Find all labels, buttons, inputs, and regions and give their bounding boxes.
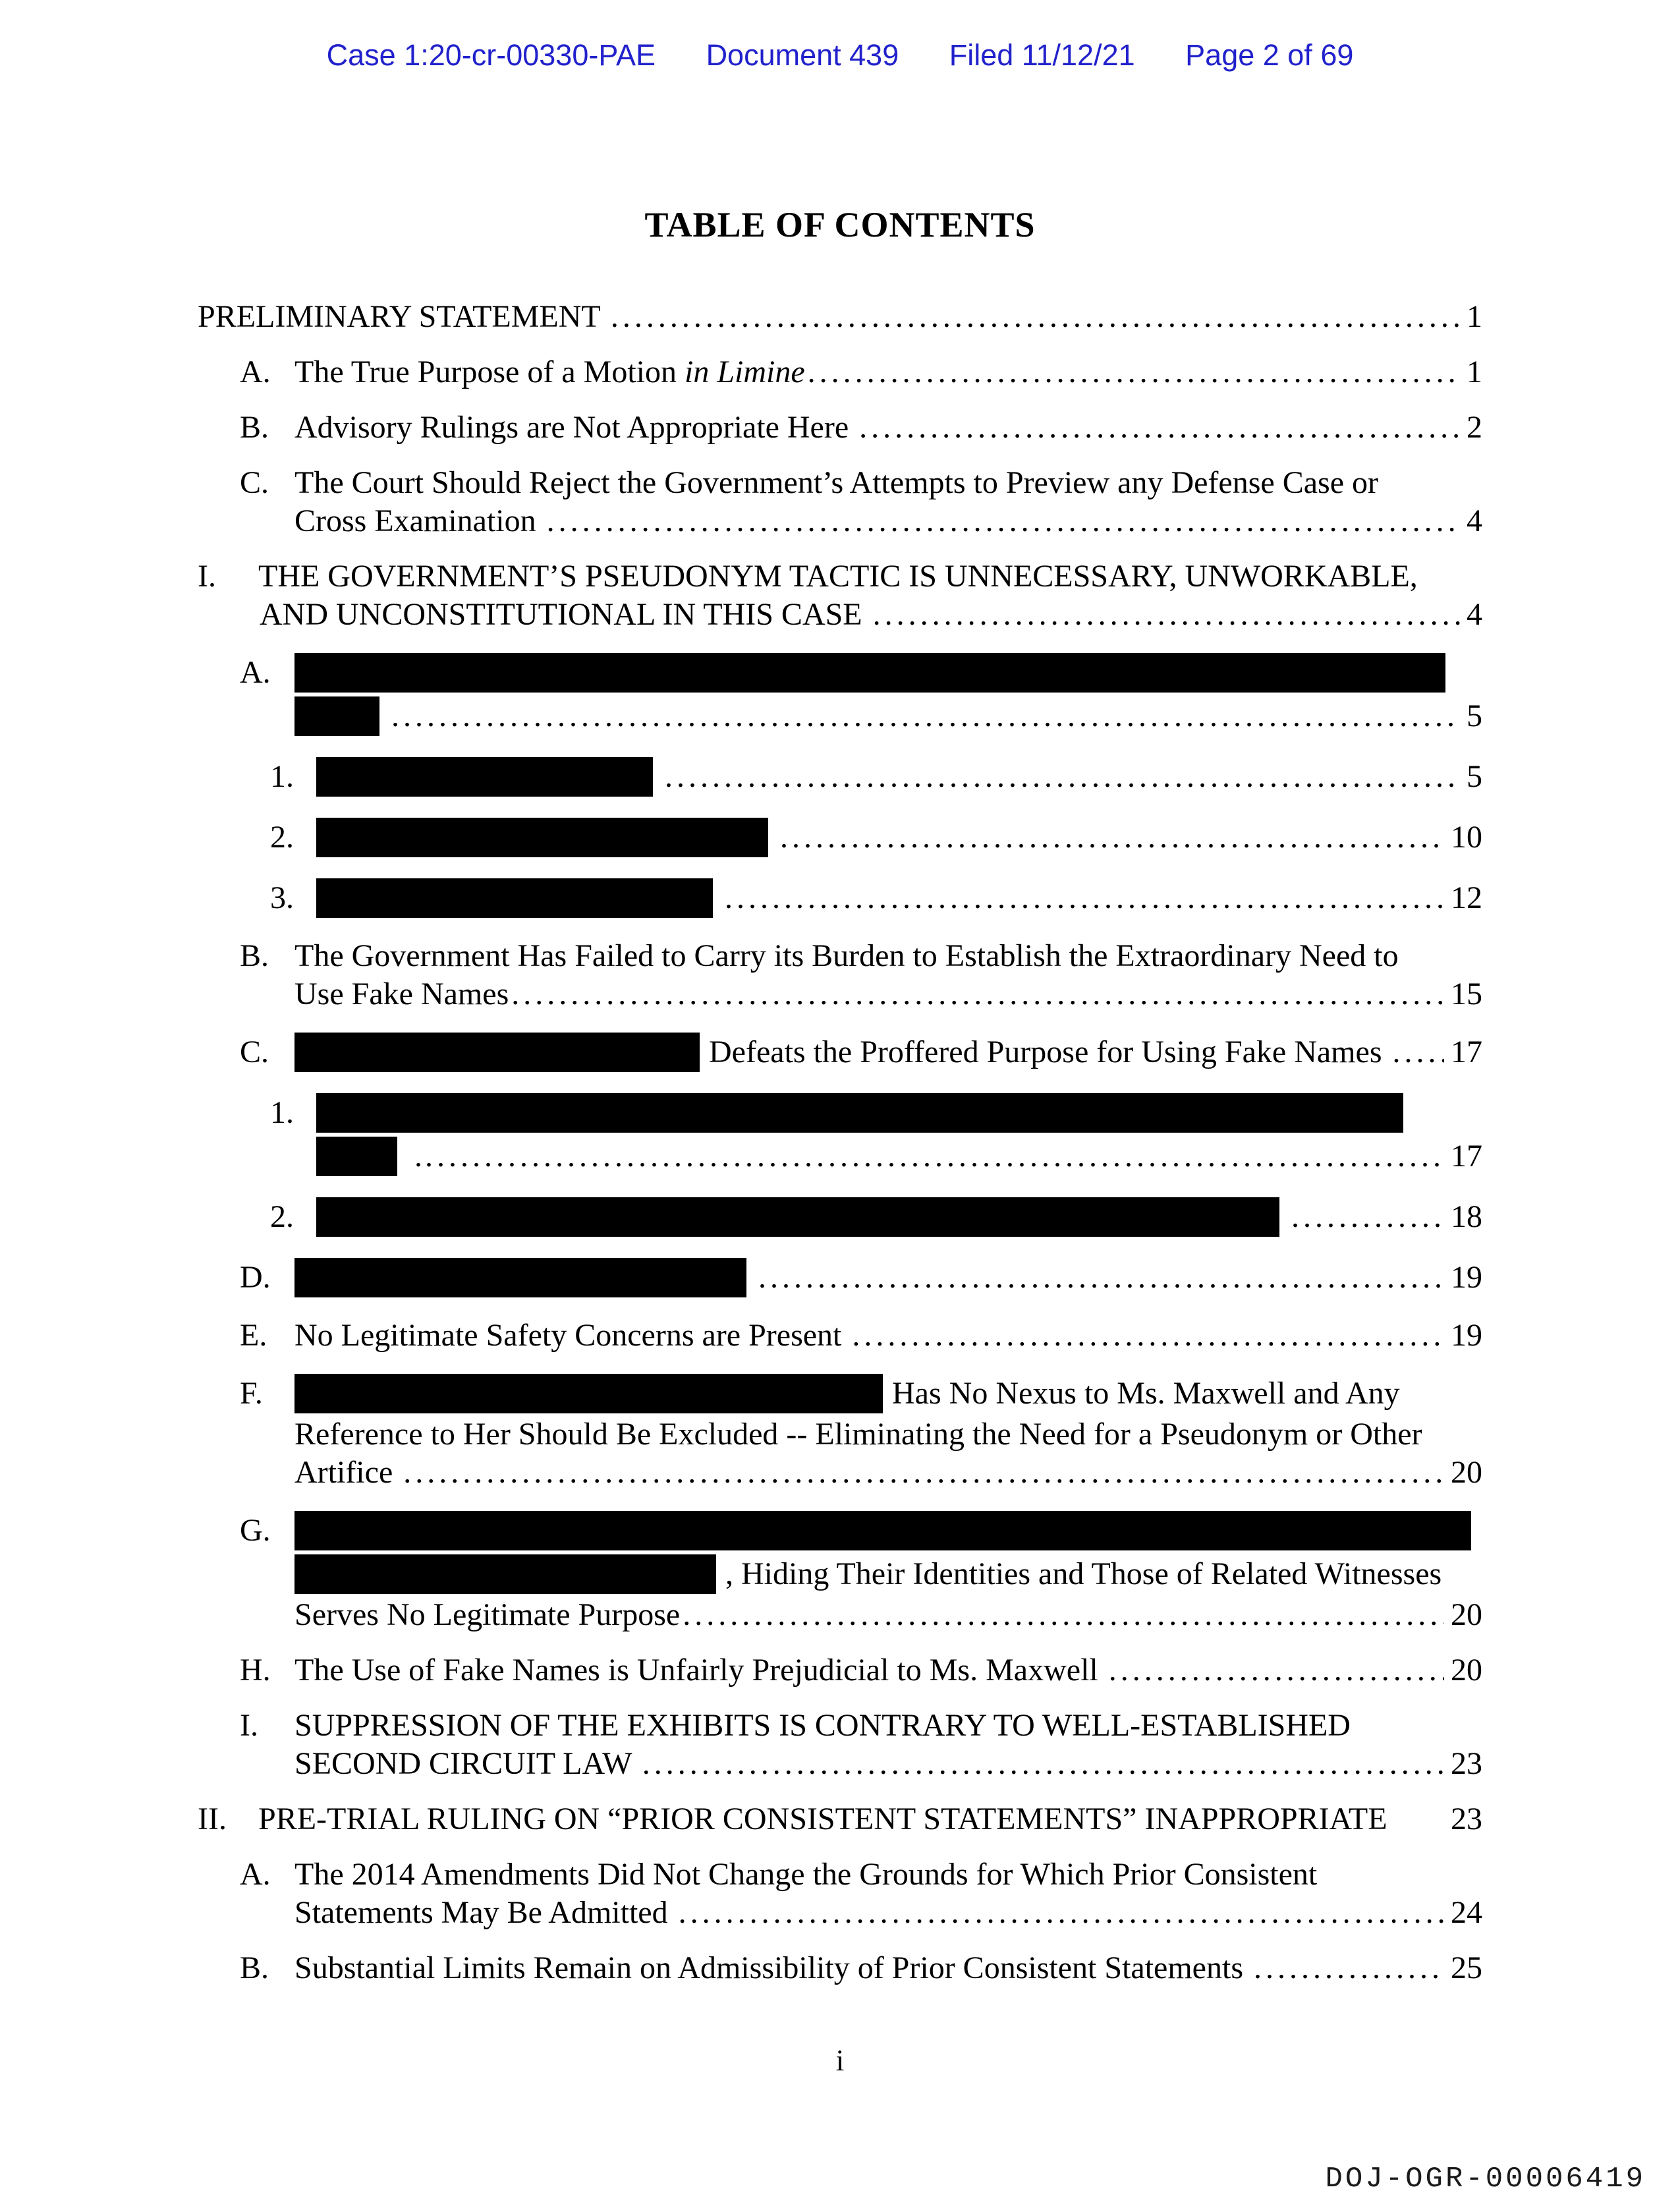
redaction-bar bbox=[294, 1554, 716, 1594]
toc-text: The Court Should Reject the Government’s Attempts to Preview any Defense Case or bbox=[294, 465, 1378, 500]
dot-leader bbox=[1254, 1949, 1444, 1987]
toc-entry bbox=[198, 1031, 1482, 1074]
toc-label: II. bbox=[198, 1801, 227, 1836]
page-ref: 2 bbox=[1467, 410, 1482, 445]
toc-line bbox=[198, 816, 1482, 859]
redaction-bar bbox=[294, 1033, 700, 1072]
page-ref: 20 bbox=[1451, 1597, 1482, 1632]
toc-entry bbox=[198, 755, 1482, 799]
page-ref: 15 bbox=[1451, 977, 1482, 1011]
toc-label: I. bbox=[240, 1708, 258, 1743]
toc-entry bbox=[198, 1949, 1482, 1987]
toc-entry bbox=[198, 464, 1482, 540]
toc-text: Substantial Limits Remain on Admissibility of Prior Consistent Statements bbox=[294, 1950, 1251, 1985]
toc-text: Defeats the Proffered Purpose for Using Fake Names bbox=[709, 1035, 1390, 1069]
redaction-bar bbox=[316, 818, 768, 857]
toc-line bbox=[198, 1317, 1482, 1355]
toc-line bbox=[198, 1894, 1482, 1932]
toc-line bbox=[198, 876, 1482, 920]
toc-line bbox=[198, 975, 1482, 1013]
page-ref: 17 bbox=[1451, 1139, 1482, 1174]
toc-line bbox=[198, 651, 1482, 695]
toc-text: The True Purpose of a Motion bbox=[294, 354, 685, 389]
toc-entry bbox=[198, 1091, 1482, 1178]
page-ref: 19 bbox=[1451, 1260, 1482, 1295]
redaction-bar bbox=[316, 1137, 397, 1176]
toc-label: F. bbox=[240, 1376, 263, 1411]
toc-entry bbox=[198, 1317, 1482, 1355]
toc-text: PRELIMINARY STATEMENT bbox=[198, 299, 608, 334]
toc-line bbox=[198, 1195, 1482, 1239]
toc-text: . bbox=[406, 1139, 422, 1174]
redaction-bar bbox=[316, 1197, 1279, 1237]
toc-entry bbox=[198, 1195, 1482, 1239]
toc-line bbox=[198, 1091, 1482, 1135]
page-ref: 5 bbox=[1467, 759, 1482, 794]
redaction-bar bbox=[294, 1511, 1471, 1550]
page-ref: 4 bbox=[1467, 597, 1482, 632]
toc-label: 2. bbox=[270, 1199, 294, 1234]
dot-leader bbox=[852, 1317, 1444, 1355]
toc-text: The Use of Fake Names is Unfairly Prejudicial to Ms. Maxwell bbox=[294, 1653, 1106, 1687]
toc-line bbox=[198, 298, 1482, 336]
toc-label: A. bbox=[240, 354, 271, 389]
toc-line bbox=[198, 695, 1482, 738]
toc-entry bbox=[198, 1856, 1482, 1932]
toc-label: 2. bbox=[270, 820, 294, 855]
toc-text: Serves No Legitimate Purpose bbox=[294, 1597, 681, 1632]
folio-page-number: i bbox=[835, 2043, 845, 2077]
dot-leader bbox=[547, 502, 1460, 540]
toc-line bbox=[198, 1454, 1482, 1492]
toc-text: Statements May Be Admitted bbox=[294, 1895, 676, 1930]
toc-text: PRE-TRIAL RULING ON “PRIOR CONSISTENT STATEMENTS” INAPPROPRIATE bbox=[258, 1801, 1387, 1836]
toc-line bbox=[198, 502, 1482, 540]
toc-line bbox=[198, 557, 1482, 596]
toc-entry bbox=[198, 1800, 1482, 1838]
toc-label: D. bbox=[240, 1260, 271, 1295]
toc-text: SECOND CIRCUIT LAW bbox=[294, 1746, 640, 1781]
page-of-pages: Page 2 of 69 bbox=[1185, 38, 1354, 72]
toc-line bbox=[198, 1031, 1482, 1074]
dot-leader bbox=[1393, 1033, 1445, 1071]
toc-line bbox=[198, 1856, 1482, 1894]
toc-entry bbox=[198, 353, 1482, 391]
filed-date: Filed 11/12/21 bbox=[949, 38, 1135, 72]
toc-label: 3. bbox=[270, 880, 294, 915]
page-ref: 18 bbox=[1451, 1199, 1482, 1234]
toc-entry bbox=[198, 1509, 1482, 1634]
toc-line bbox=[198, 596, 1482, 634]
toc-label: I. bbox=[198, 559, 216, 594]
toc-line bbox=[198, 1949, 1482, 1987]
toc-entry bbox=[198, 298, 1482, 336]
toc-entry bbox=[198, 1651, 1482, 1689]
toc-line bbox=[198, 1509, 1482, 1552]
toc-text: Cross Examination bbox=[294, 503, 544, 538]
page-ref: 25 bbox=[1451, 1950, 1482, 1985]
redaction-bar bbox=[316, 1093, 1403, 1133]
redaction-bar bbox=[294, 653, 1445, 693]
dot-leader bbox=[1291, 1198, 1444, 1236]
toc-label: C. bbox=[240, 465, 269, 500]
toc-line bbox=[198, 755, 1482, 799]
bates-number: DOJ-OGR-00006419 bbox=[1325, 2163, 1646, 2196]
page-ref: 20 bbox=[1451, 1455, 1482, 1490]
page-title: TABLE OF CONTENTS bbox=[644, 205, 1036, 244]
toc-label: 1. bbox=[270, 759, 294, 794]
page-ref: 17 bbox=[1451, 1035, 1482, 1069]
case-header bbox=[0, 38, 1680, 72]
dot-leader bbox=[425, 1137, 1444, 1176]
toc-text: AND UNCONSTITUTIONAL IN THIS CASE bbox=[260, 597, 870, 632]
table-of-contents bbox=[198, 298, 1482, 2004]
page-ref: 4 bbox=[1467, 503, 1482, 538]
toc-text: Artifice bbox=[294, 1455, 401, 1490]
toc-entry bbox=[198, 1372, 1482, 1492]
toc-line bbox=[198, 409, 1482, 447]
toc-label: E. bbox=[240, 1318, 267, 1353]
toc-label: 1. bbox=[270, 1095, 294, 1130]
toc-entry bbox=[198, 1256, 1482, 1299]
toc-text: Advisory Rulings are Not Appropriate Here bbox=[294, 410, 857, 445]
toc-line bbox=[198, 1256, 1482, 1299]
dot-leader bbox=[780, 818, 1444, 857]
toc-label: C. bbox=[240, 1035, 269, 1069]
page-ref: 23 bbox=[1451, 1746, 1482, 1781]
dot-leader bbox=[683, 1596, 1444, 1634]
toc-text: Has No Nexus to Ms. Maxwell and Any bbox=[892, 1376, 1400, 1411]
dot-leader bbox=[725, 879, 1444, 917]
page-ref: 23 bbox=[1451, 1801, 1482, 1836]
page-ref: 1 bbox=[1467, 354, 1482, 389]
toc-label: B. bbox=[240, 1950, 269, 1985]
page-ref: 19 bbox=[1451, 1318, 1482, 1353]
toc-line bbox=[198, 1415, 1482, 1454]
dot-leader bbox=[758, 1259, 1444, 1297]
dot-leader bbox=[1109, 1651, 1444, 1689]
toc-line bbox=[198, 1596, 1482, 1634]
toc-line bbox=[198, 1552, 1482, 1596]
toc-entry bbox=[198, 557, 1482, 634]
toc-text: No Legitimate Safety Concerns are Present bbox=[294, 1318, 850, 1353]
toc-line bbox=[198, 1135, 1482, 1178]
case-number: Case 1:20-cr-00330-PAE bbox=[326, 38, 656, 72]
toc-line bbox=[198, 937, 1482, 975]
dot-leader bbox=[808, 353, 1460, 391]
toc-text: THE GOVERNMENT’S PSEUDONYM TACTIC IS UNNECESSARY, UNWORKABLE, bbox=[258, 559, 1418, 594]
dot-leader bbox=[642, 1745, 1444, 1783]
dot-leader bbox=[665, 758, 1460, 796]
toc-text: The Government Has Failed to Carry its Burden to Establish the Extraordinary Need to bbox=[294, 938, 1399, 973]
toc-entry bbox=[198, 651, 1482, 738]
toc-label: H. bbox=[240, 1653, 271, 1687]
toc-line bbox=[198, 464, 1482, 502]
page-ref: 12 bbox=[1451, 880, 1482, 915]
toc-label: A. bbox=[240, 655, 271, 690]
toc-line bbox=[198, 1800, 1482, 1838]
page-ref: 20 bbox=[1451, 1653, 1482, 1687]
toc-label: A. bbox=[240, 1857, 271, 1892]
dot-leader bbox=[403, 1454, 1444, 1492]
dot-leader bbox=[391, 697, 1460, 735]
dot-leader bbox=[859, 409, 1460, 447]
toc-text: , Hiding Their Identities and Those of Related Witnesses bbox=[725, 1556, 1442, 1591]
toc-label: B. bbox=[240, 938, 269, 973]
toc-line bbox=[198, 1745, 1482, 1783]
toc-text: SUPPRESSION OF THE EXHIBITS IS CONTRARY TO WELL-ESTABLISHED bbox=[294, 1708, 1351, 1743]
redaction-bar bbox=[316, 878, 713, 918]
toc-entry bbox=[198, 937, 1482, 1013]
page-ref: 5 bbox=[1467, 698, 1482, 733]
toc-text: Reference to Her Should Be Excluded -- Eliminating the Need for a Pseudonym or Other bbox=[294, 1417, 1422, 1452]
redaction-bar bbox=[294, 696, 379, 736]
redaction-bar bbox=[294, 1374, 883, 1413]
dot-leader bbox=[679, 1894, 1444, 1932]
redaction-bar bbox=[316, 757, 653, 797]
toc-entry bbox=[198, 409, 1482, 447]
toc-label: G. bbox=[240, 1513, 271, 1548]
toc-text: Use Fake Names bbox=[294, 977, 509, 1011]
toc-line bbox=[198, 1651, 1482, 1689]
toc-line bbox=[198, 1372, 1482, 1415]
redaction-bar bbox=[294, 1258, 746, 1297]
page-ref: 1 bbox=[1467, 299, 1482, 334]
dot-leader bbox=[873, 596, 1460, 634]
toc-entry bbox=[198, 1707, 1482, 1783]
page-ref: 24 bbox=[1451, 1895, 1482, 1930]
toc-text: in Limine bbox=[684, 354, 805, 389]
toc-text: The 2014 Amendments Did Not Change the Grounds for Which Prior Consistent bbox=[294, 1857, 1318, 1892]
toc-label: B. bbox=[240, 410, 269, 445]
toc-line bbox=[198, 1707, 1482, 1745]
page-ref: 10 bbox=[1451, 820, 1482, 855]
toc-entry bbox=[198, 876, 1482, 920]
dot-leader bbox=[511, 975, 1444, 1013]
dot-leader bbox=[611, 298, 1460, 336]
document-number: Document 439 bbox=[706, 38, 899, 72]
toc-entry bbox=[198, 816, 1482, 859]
toc-line bbox=[198, 353, 1482, 391]
